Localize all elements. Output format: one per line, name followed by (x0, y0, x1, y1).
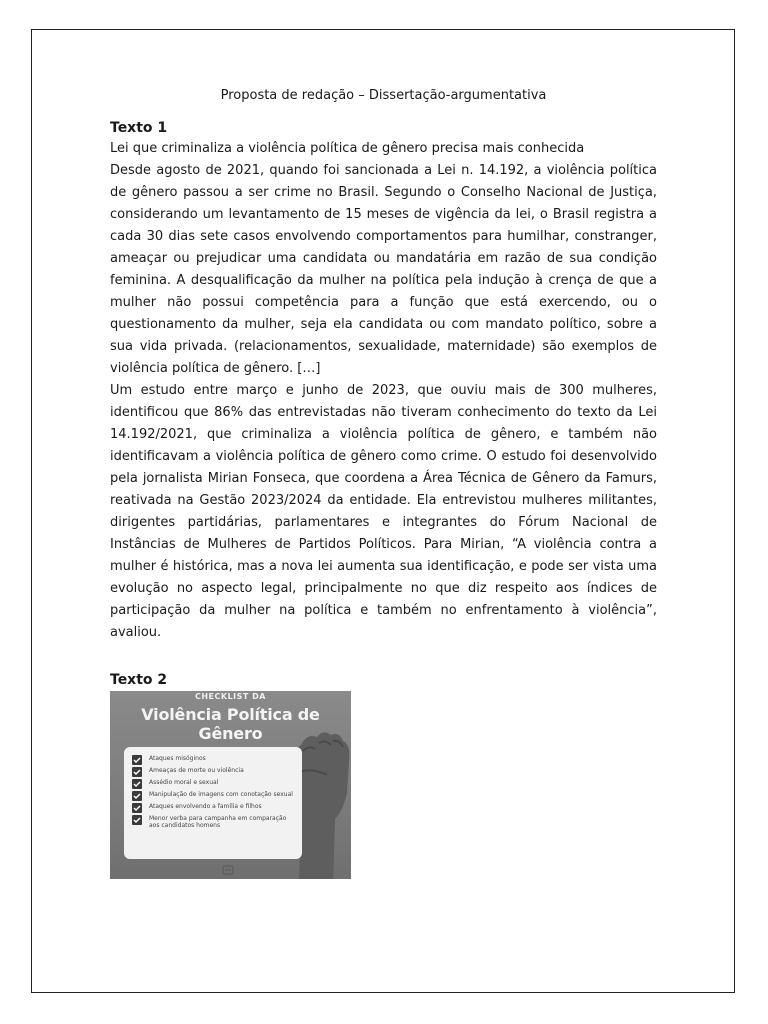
checklist-item-label: Ataques envolvendo a família e filhos (149, 803, 262, 810)
checklist-card (124, 747, 302, 859)
document-title: Proposta de redação – Dissertação-argumentativa (220, 88, 547, 103)
checklist-item (132, 803, 298, 810)
checklist-item (132, 779, 298, 786)
checklist-item (132, 755, 298, 762)
logo-seal-icon (222, 865, 234, 875)
checkbox-checked-icon (132, 815, 142, 825)
checklist (132, 755, 298, 834)
checklist-item-label: Assédio moral e sexual (149, 779, 219, 786)
checklist-item-label: Ataques misóginos (149, 755, 206, 762)
checkbox-checked-icon (132, 767, 142, 777)
text1-subtitle: Lei que criminaliza a violência política de gênero precisa mais conhecida (110, 141, 585, 156)
checkbox-checked-icon (132, 755, 142, 765)
text1-paragraph-1: Desde agosto de 2021, quando foi sancionada a Lei n. 14.192, a violência política de gênero passou a ser crime no Brasil. Segundo o Conselho Nacional de Justiça, considerando um levantamento de 15 meses de vigência da lei, o Brasil registra a cada 30 dias sete casos envolvendo comportamentos para humilhar, constranger, ameaçar ou prejudicar uma candidata ou mandatária em razão de sua condição feminina. A desqualificação da mulher na política pela indução à crença de que a mulher não possui competência para a função que está exercendo, ou o questionamento da mulher, seja ela candidata ou com mandato político, sobre a sua vida privada. (relacionamentos, sexualidade, maternidade) são exemplos de violência política de gênero. […] (110, 163, 657, 376)
checkbox-checked-icon (132, 803, 142, 813)
checklist-infographic (110, 691, 351, 879)
checkbox-checked-icon (132, 791, 142, 801)
checkbox-checked-icon (132, 779, 142, 789)
text1-heading: Texto 1 (110, 120, 168, 136)
infographic-title: Violência Política de Gênero (141, 705, 320, 743)
text1-paragraph-2: Um estudo entre março e junho de 2023, que ouviu mais de 300 mulheres, identificou que 86% das entrevistadas não tiveram conhecimento do texto da Lei 14.192/2021, que criminaliza a violência política de gênero, e também não identificavam a violência política de gênero como crime. O estudo foi desenvolvido pela jornalista Mirian Fonseca, que coordena a Área Técnica de Gênero da Famurs, reativada na Gestão 2023/2024 da entidade. Ela entrevistou mulheres militantes, dirigentes partidárias, parlamentares e integrantes do Fórum Nacional de Instâncias de Mulheres de Partidos Políticos. Para Mirian, “A violência contra a mulher é histórica, mas a nova lei aumenta sua identificação, e pode ser vista uma evolução no aspecto legal, principalmente no que diz respeito aos índices de participação da mulher na política e também no enfrentamento à violência”, avaliou. (110, 383, 657, 640)
document-body (110, 86, 657, 879)
checklist-item (132, 791, 298, 798)
infographic-kicker: CHECKLIST DA (194, 692, 266, 701)
text2-heading: Texto 2 (110, 672, 168, 688)
checklist-item (132, 767, 298, 774)
checklist-item-label: Manipulação de imagens com conotação sexual (149, 791, 293, 798)
checklist-item-label: Ameaças de morte ou violência (149, 767, 244, 774)
checklist-item (132, 815, 298, 829)
checklist-item-label: Menor verba para campanha em comparação aos candidatos homens (149, 815, 287, 829)
